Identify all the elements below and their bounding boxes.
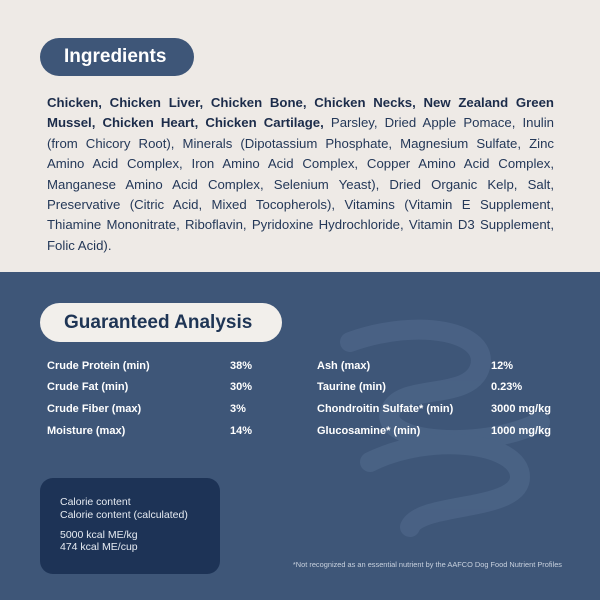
analysis-row [317,378,567,396]
analysis-label: Crude Fiber (max) [47,403,142,415]
analysis-value: 12% [491,360,514,372]
analysis-label: Taurine (min) [317,381,386,393]
analysis-row [317,357,567,375]
analysis-value: 38% [230,360,253,372]
calorie-label: Calorie content [60,496,131,508]
analysis-row [47,378,267,396]
analysis-row [317,400,567,418]
ingredients-section [0,0,600,272]
calorie-per-kg: 5000 kcal ME/kg [60,529,138,541]
analysis-value: 30% [230,381,253,393]
analysis-title: Guaranteed Analysis [40,303,282,342]
analysis-label: Crude Protein (min) [47,360,150,372]
analysis-row [47,400,267,418]
ingredients-text [47,93,554,256]
ingredients-title: Ingredients [40,38,194,76]
calorie-calculated-label: Calorie content (calculated) [60,509,188,521]
analysis-value: 14% [230,425,253,437]
analysis-row [47,357,267,375]
analysis-value: 3000 mg/kg [491,403,551,415]
analysis-value: 3% [230,403,246,415]
ingredients-regular-text: Parsley, Dried Apple Pomace, Inulin (from Chicory Root), Minerals (Dipotassium Phosphate, Magnesium Sulfate, Zinc Amino Acid Complex, Iron Amino Acid Complex, Copper Amino Acid Complex, Manganese Amino Acid Complex, Selenium Yeast), Dried Organic Kelp, Salt, Preservative (Citric Acid, Mixed Tocopherols), Vitamins (Vitamin E Supplement, Thiamine Mononitrate, Riboflavin, Pyridoxine Hydrochloride, Vitamin D3 Supplement, Folic Acid). [47,115,554,253]
footnote: *Not recognized as an essential nutrient by the AAFCO Dog Food Nutrient Profiles [292,560,562,569]
analysis-value: 1000 mg/kg [491,425,551,437]
analysis-row [47,422,267,440]
analysis-label: Moisture (max) [47,425,126,437]
analysis-label: Crude Fat (min) [47,381,129,393]
analysis-value: 0.23% [491,381,523,393]
calorie-per-cup: 474 kcal ME/cup [60,541,138,553]
analysis-label: Glucosamine* (min) [317,425,421,437]
analysis-label: Ash (max) [317,360,371,372]
analysis-row [317,422,567,440]
ingredients-bold-text: Chicken, Chicken Liver, Chicken Bone, Chicken Necks, New Zealand Green Mussel, Chicken Heart, Chicken Cartilage, [47,95,554,131]
analysis-label: Chondroitin Sulfate* (min) [317,403,454,415]
calorie-content-box [40,478,220,574]
